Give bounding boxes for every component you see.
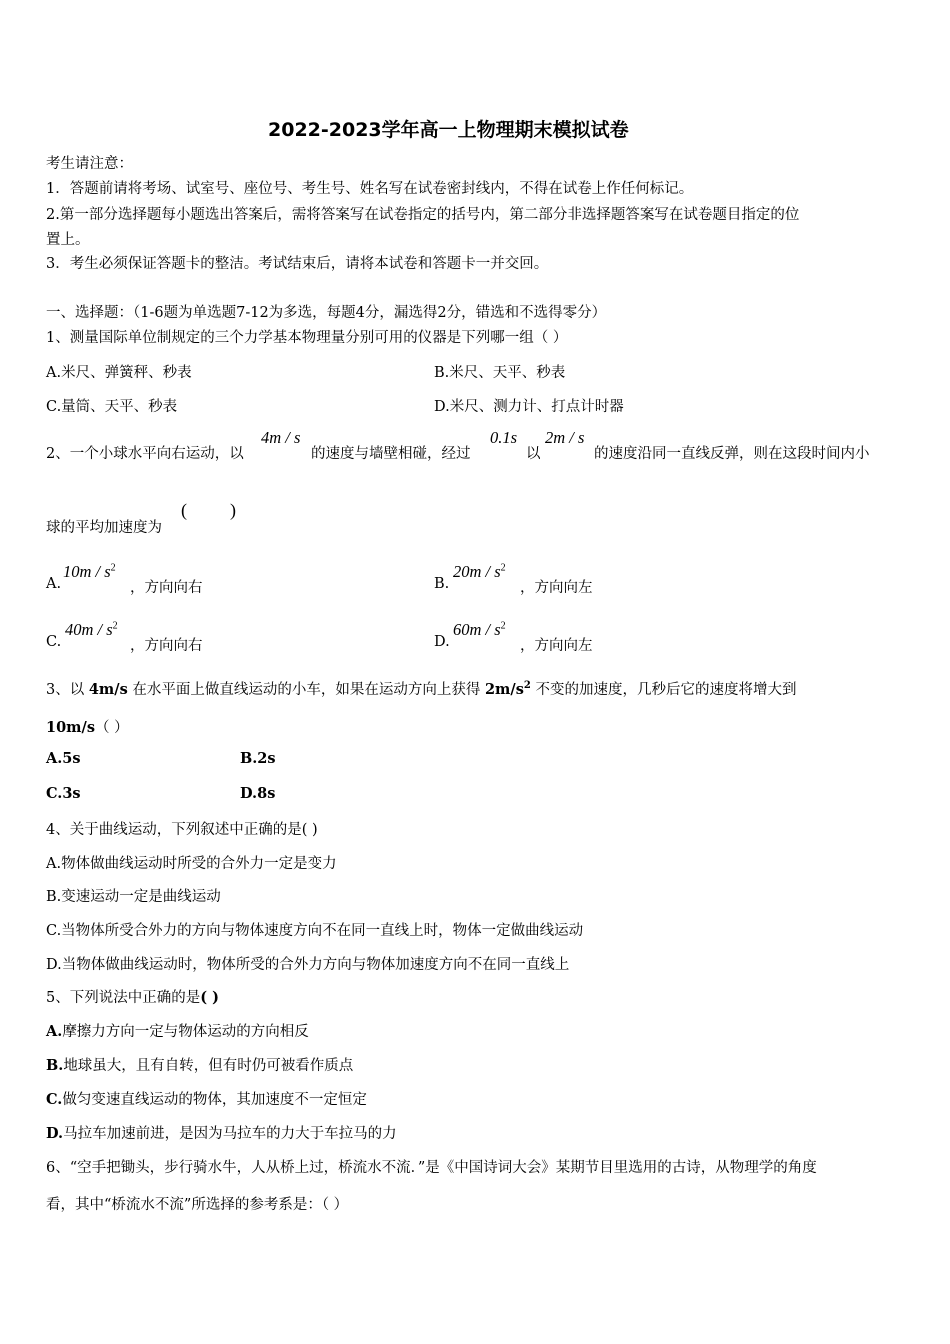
q2-option-b-label: B. [434,576,450,592]
q3-stem-line2: 10m/s（ ） [46,719,129,736]
q2-option-a-text: ，方向向右 [130,580,203,596]
page-title: 2022-2023学年高一上物理期末模拟试卷 [268,119,629,141]
q3-option-d: D.8s [240,785,276,802]
q2-stem-part1: 2、一个小球水平向右运动，以 [46,446,244,462]
q3-option-c: C.3s [46,785,81,802]
q2-option-a-label: A. [46,576,62,592]
q2-option-d-text: ，方向向左 [520,638,593,654]
q1-option-a: A.米尺、弹簧秤、秒表 [46,365,192,381]
notice-item-2-cont: 置上。 [46,232,90,248]
q2-initial-speed: 4m / s [261,428,301,447]
q3-stem: 3、以 4m/s 在水平面上做直线运动的小车，如果在运动方向上获得 $2m/s^2$ 不变的加速度，几秒后它的速度将增大到 [46,680,797,698]
q2-rebound-speed: 2m / s [545,428,585,447]
q2-option-b-value: $20m / s^2$ [453,562,506,581]
q5-option-a: A.摩擦力方向一定与物体运动的方向相反 [46,1023,309,1040]
q1-option-b: B.米尺、天平、秒表 [434,365,566,381]
section-heading: 一、选择题：（1-6题为单选题7-12为多选，每题4分，漏选得2分，错选和不选得零分） [46,305,607,321]
q4-option-c: C.当物体所受合外力的方向与物体速度方向不在同一直线上时，物体一定做曲线运动 [46,923,584,939]
q6-stem-line1: 6、“空手把锄头，步行骑水牛，人从桥上过，桥流水不流．”是《中国诗词大会》某期节目里选用的古诗，从物理学的角度 [46,1160,817,1176]
q2-option-c-text: ，方向向右 [130,638,203,654]
q2-option-d-value: $60m / s^2$ [453,620,506,639]
q5-option-b: B.地球虽大，且有自转，但有时仍可被看作质点 [46,1057,354,1074]
q2-stem-line2: 球的平均加速度为 [46,520,162,536]
notice-item-3: 3．考生必须保证答题卡的整洁。考试结束后，请将本试卷和答题卡一并交回。 [46,256,549,272]
q2-option-c-label: C. [46,634,62,650]
q1-option-c: C.量筒、天平、秒表 [46,399,178,415]
q5-option-c: C.做匀变速直线运动的物体，其加速度不一定恒定 [46,1091,367,1108]
q2-time: 0.1s [490,428,518,447]
q4-option-d: D.当物体做曲线运动时，物体所受的合外力方向与物体加速度方向不在同一直线上 [46,957,570,973]
q1-option-d: D.米尺、测力计、打点计时器 [434,399,624,415]
q2-option-b-text: ，方向向左 [520,580,593,596]
q2-stem-part2: 的速度与墙壁相碰，经过 [311,446,471,462]
q4-stem: 4、关于曲线运动，下列叙述中正确的是( ) [46,822,318,838]
notice-item-2: 2.第一部分选择题每小题选出答案后，需将答案写在试卷指定的括号内，第二部分非选择题答案写在试卷题目指定的位 [46,207,800,223]
q2-paren-open: ( [181,500,187,520]
q5-option-d: D.马拉车加速前进，是因为马拉车的力大于车拉马的力 [46,1125,397,1142]
q6-stem-line2: 看，其中“桥流水不流”所选择的参考系是：（ ） [46,1197,349,1213]
notice-heading: 考生请注意： [46,156,133,172]
q3-option-b: B.2s [240,750,276,767]
q4-option-b: B.变速运动一定是曲线运动 [46,889,221,905]
q2-stem-part4: 的速度沿同一直线反弹，则在这段时间内小 [594,446,870,462]
notice-item-1: 1．答题前请将考场、试室号、座位号、考生号、姓名写在试卷密封线内，不得在试卷上作任何标记。 [46,181,694,197]
q1-stem: 1、测量国际单位制规定的三个力学基本物理量分别可用的仪器是下列哪一组（ ） [46,330,568,346]
q4-option-a: A.物体做曲线运动时所受的合外力一定是变力 [46,856,337,872]
q2-option-a-value: $10m / s^2$ [63,562,116,581]
q2-option-d-label: D. [434,634,450,650]
q2-stem-part3: 以 [526,446,541,462]
q3-option-a: A.5s [46,750,81,767]
q2-paren-close: ) [230,500,236,520]
q5-stem: 5、下列说法中正确的是( ) [46,989,220,1006]
q2-option-c-value: $40m / s^2$ [65,620,118,639]
